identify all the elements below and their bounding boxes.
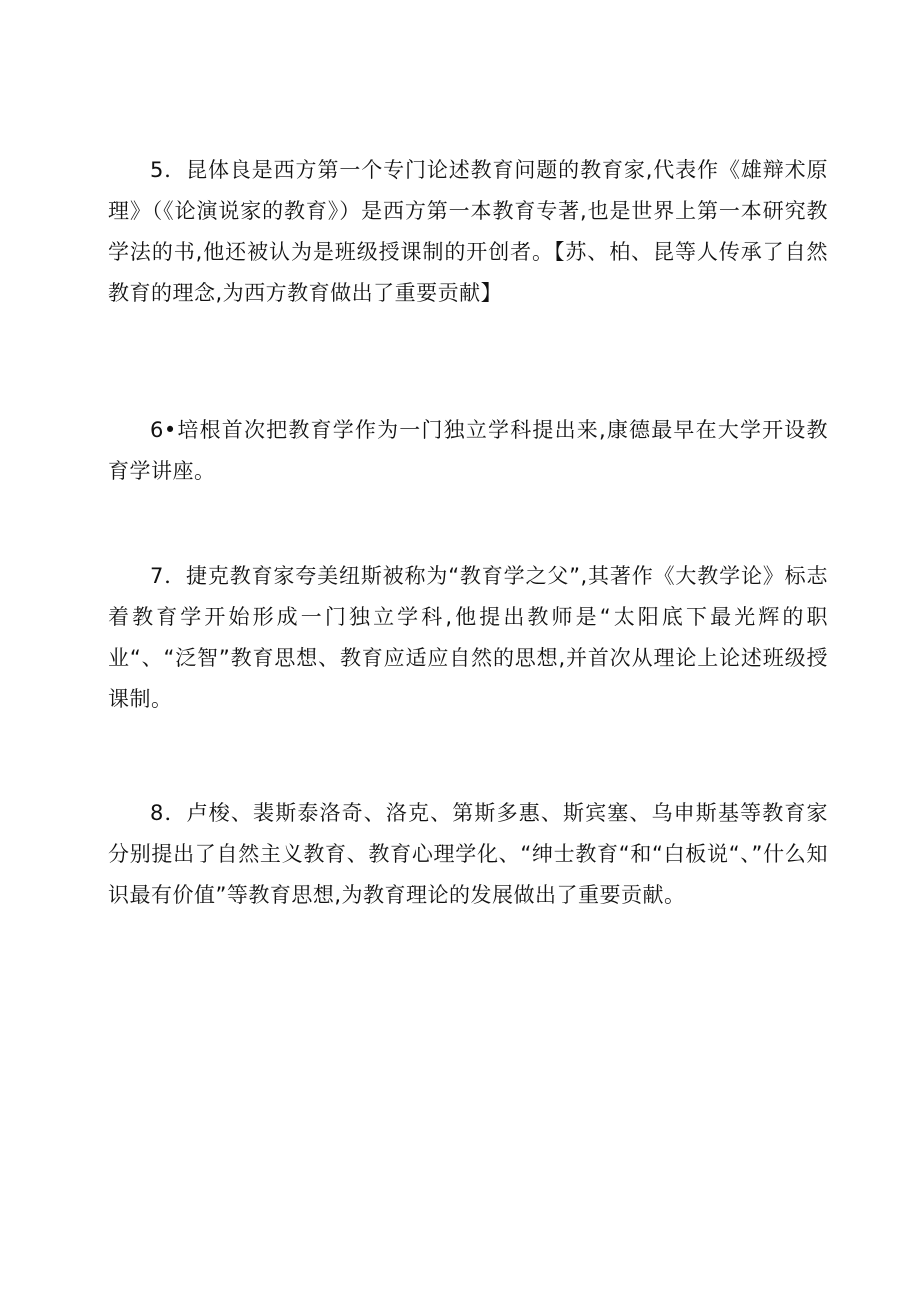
paragraph-6: 6•培根首次把教育学作为一门独立学科提出来,康德最早在大学开设教育学讲座。 [108, 418, 828, 483]
paragraph-5: 5．昆体良是西方第一个专门论述教育问题的教育家,代表作《雄辩术原理》（《论演说家的教育》）是西方第一本教育专著,也是世界上第一本研究教学法的书,他还被认为是班级授课制的开创者。【苏、柏、昆等人传承了自然教育的理念,为西方教育做出了重要贡献】 [108, 158, 828, 305]
paragraph-7: 7．捷克教育家夸美纽斯被称为“教育学之父”,其著作《大教学论》标志着教育学开始形成一门独立学科,他提出教师是“太阳底下最光辉的职业“、“泛智”教育思想、教育应适应自然的思想,并首次从理论上论述班级授课制。 [108, 564, 828, 711]
paragraph-8: 8．卢梭、裴斯泰洛奇、洛克、第斯多惠、斯宾塞、乌申斯基等教育家分别提出了自然主义教育、教育心理学化、“绅士教育“和“白板说“、”什么知识最有价值”等教育思想,为教育理论的发展做出了重要贡献。 [108, 801, 828, 907]
